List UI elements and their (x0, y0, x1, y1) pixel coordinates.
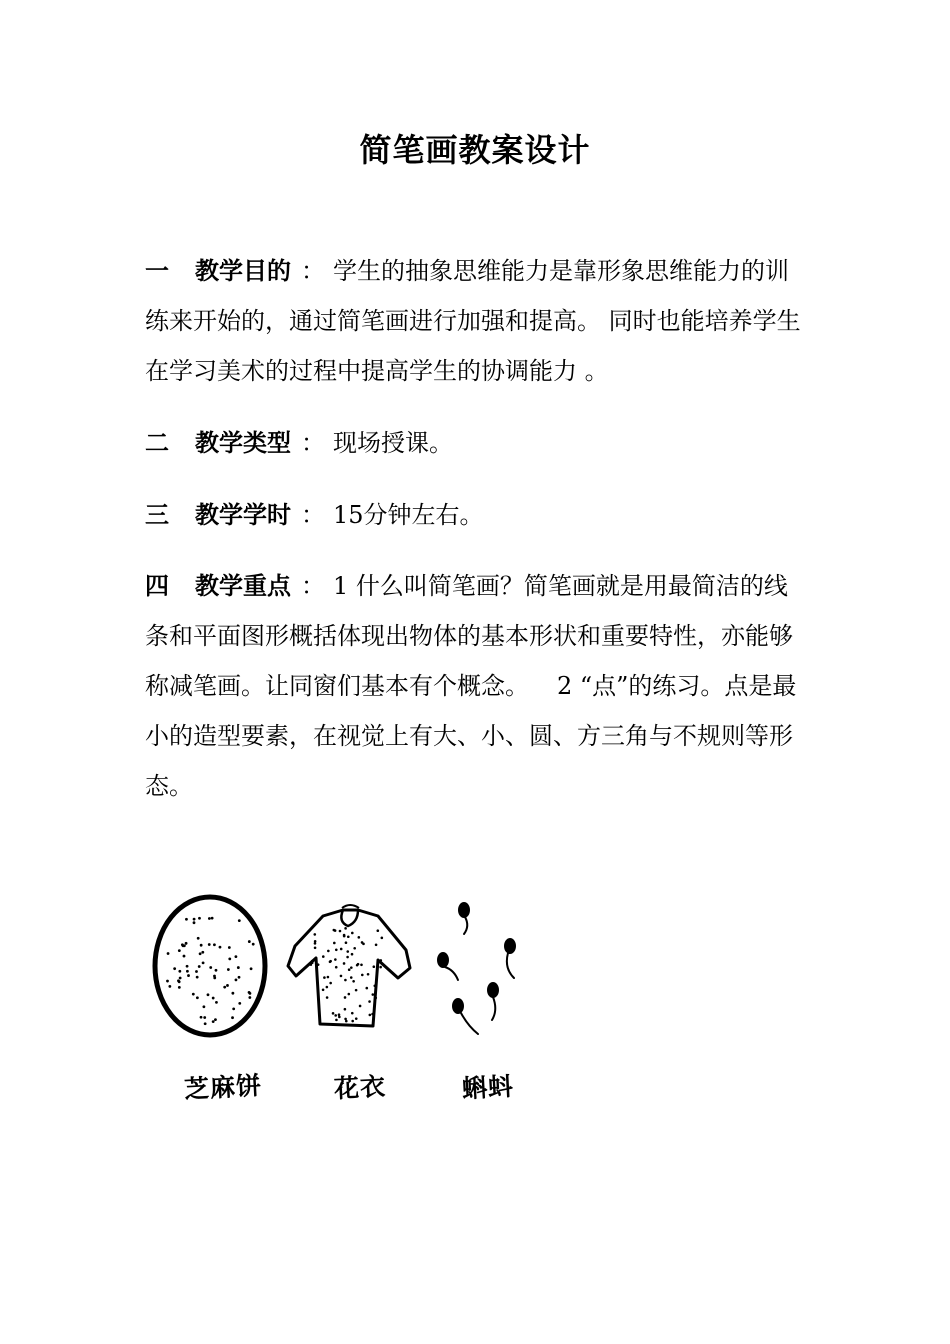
section-3-heading: 教学学时 (195, 501, 291, 529)
caption-sesame-cake: 芝麻饼 (183, 1070, 263, 1105)
section-1-colon: ： (301, 257, 325, 285)
section-2-number: 二 (145, 429, 169, 457)
sesame-cake-drawing (155, 897, 265, 1035)
caption-tadpoles: 蝌蚪 (461, 1071, 515, 1104)
page-title: 简笔画教案设计 (359, 131, 591, 169)
section-1-heading: 教学目的 (195, 257, 291, 285)
section-3-text: 15分钟左右。 (333, 501, 484, 529)
section-3-number: 三 (145, 501, 169, 529)
section-4-colon: ： (301, 572, 325, 600)
section-3 (145, 490, 807, 540)
section-2-text: 现场授课。 (333, 429, 453, 457)
section-4 (145, 561, 807, 811)
section-1 (145, 246, 807, 396)
dot-illustrations (148, 888, 528, 1068)
section-4-number: 四 (145, 572, 169, 600)
flowered-shirt-drawing (288, 905, 410, 1026)
section-2-heading: 教学类型 (195, 429, 291, 457)
section-4-text-2: 2 “点”的练习。点是最小的造型要素，在视觉上有大、小、圆、方三角与不规则等形态。 (145, 672, 797, 800)
section-2-colon: ： (301, 429, 325, 457)
section-2 (145, 418, 807, 468)
section-1-text: 学生的抽象思维能力是靠形象思维能力的训练来开始的，通过简笔画进行加强和提高。 同时也能培养学生在学习美术的过程中提高学生的协调能力 。 (145, 257, 801, 385)
tadpoles-drawing (438, 903, 515, 1034)
section-3-colon: ： (301, 501, 325, 529)
caption-flowered-shirt: 花衣 (333, 1071, 387, 1104)
section-4-text: 1 什么叫简笔画？简笔画就是用最简洁的线条和平面图形概括体现出物体的基本形状和重要特性，亦能够称减笔画。让同窗们基本有个概念。 (145, 572, 793, 700)
section-1-number: 一 (145, 257, 169, 285)
section-4-heading: 教学重点 (195, 572, 291, 600)
